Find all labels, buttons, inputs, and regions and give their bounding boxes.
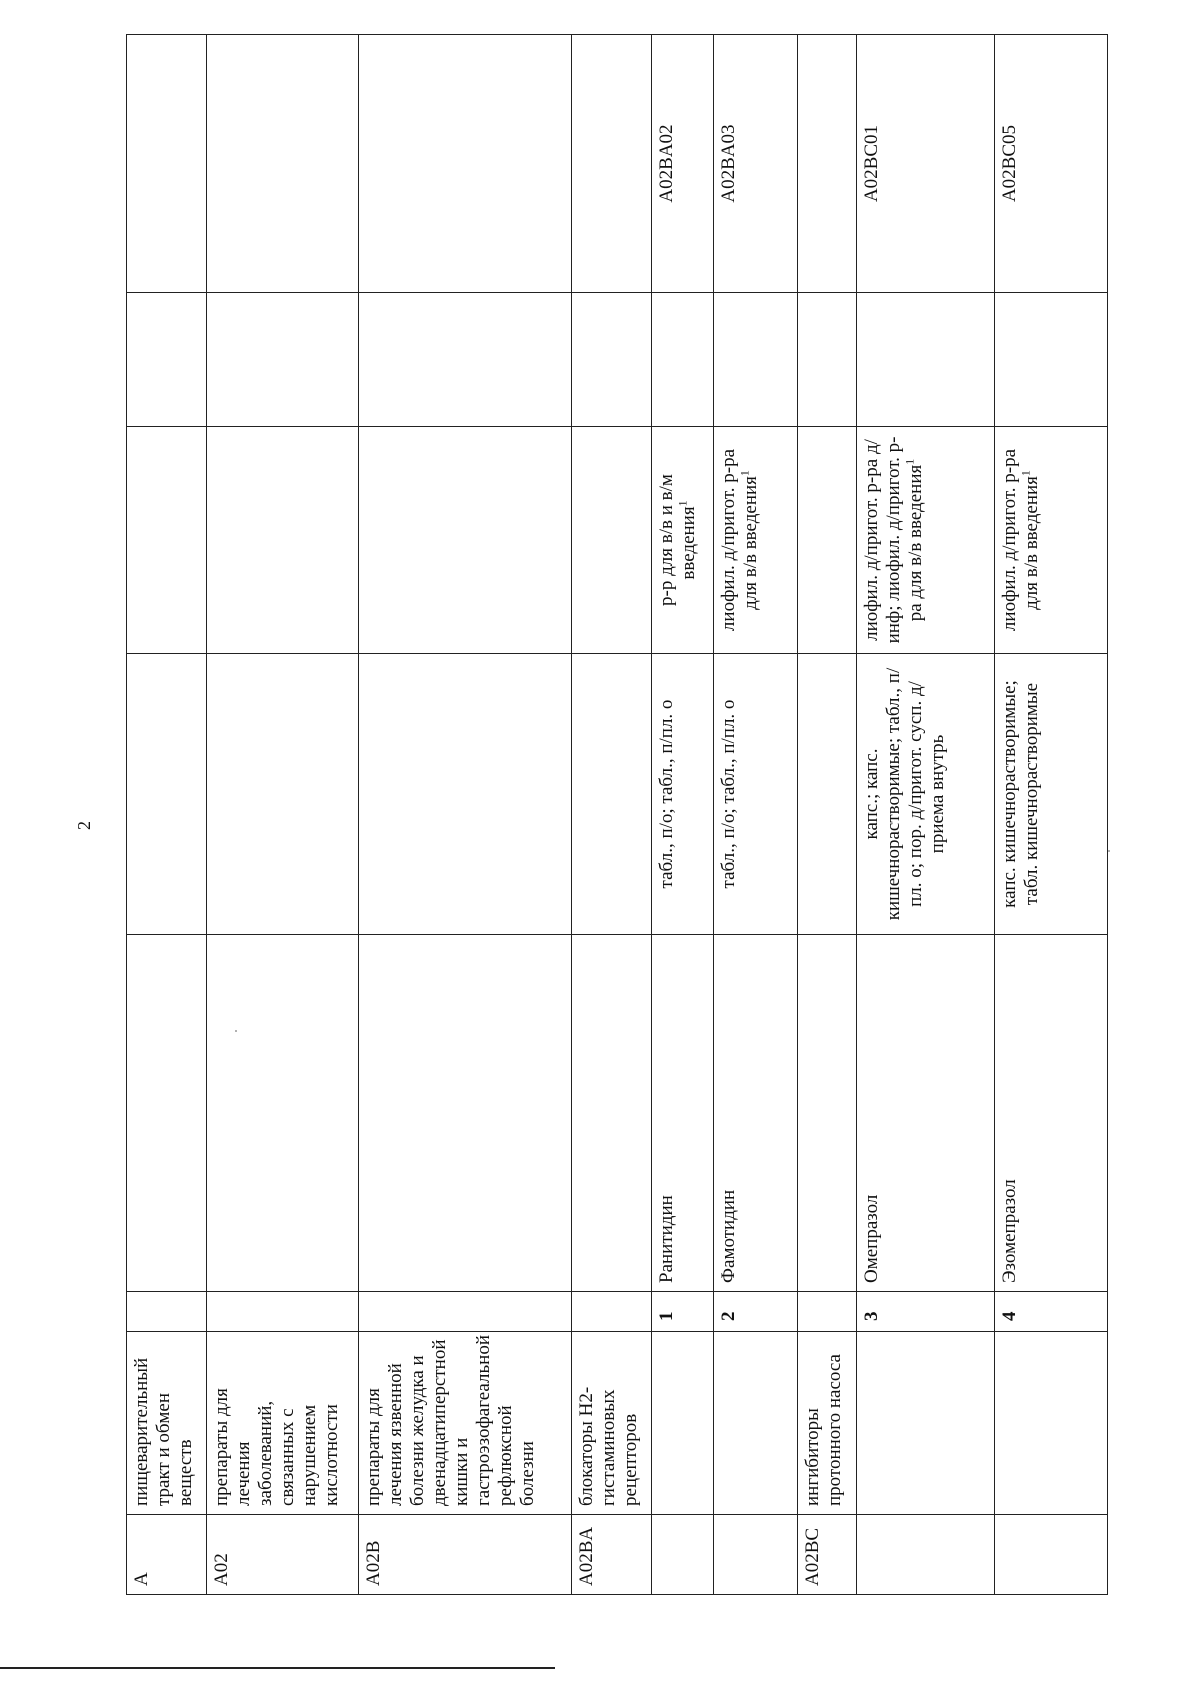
atc-code-cell (995, 1515, 1108, 1595)
parenteral-forms-text: лиофил. д/пригот. р-ра д/инф; лиофил. д/пригот. р-ра для в/в введения (861, 436, 927, 644)
group-name-cell (127, 1332, 207, 1515)
parenteral-forms-cell (127, 427, 207, 654)
group-name-cell (857, 1332, 995, 1515)
group-name-text: ингибиторы протонного насоса (802, 1354, 846, 1506)
row-number-cell (127, 1292, 207, 1332)
drug-name-cell (127, 935, 207, 1292)
group-name-cell (207, 1332, 358, 1515)
row-number-text: 1 (656, 1311, 678, 1321)
row-number-text: 2 (718, 1311, 740, 1321)
row-number-text: 4 (999, 1311, 1021, 1321)
drug-code-cell (358, 35, 571, 293)
other-forms-cell (207, 293, 358, 427)
drug-code-cell (995, 35, 1108, 293)
footnote-marker: 1 (1019, 470, 1034, 477)
group-name-cell (995, 1332, 1108, 1515)
drug-code-text: A02BC05 (999, 124, 1021, 203)
drug-name-text: Омепразол (861, 1194, 883, 1283)
row-number-cell (798, 1292, 857, 1332)
group-name-cell (652, 1332, 714, 1515)
other-forms-cell (358, 293, 571, 427)
oral-forms-cell (358, 654, 571, 935)
oral-forms-cell (857, 654, 995, 935)
group-name-text: препараты для лечения заболеваний, связанных с нарушением кислотности (211, 1388, 343, 1506)
oral-forms-text: табл., п/о; табл., п/пл. о (656, 699, 678, 889)
drug-name-cell (714, 935, 798, 1292)
parenteral-forms-text: лиофил. д/пригот. р-ра для в/в введения (718, 448, 762, 632)
medication-table (126, 34, 1108, 1595)
bottom-rule (0, 1667, 555, 1669)
row-number-text: 3 (861, 1311, 883, 1321)
footnote-marker: 1 (738, 470, 753, 477)
drug-name-cell (571, 935, 651, 1292)
table-row (127, 35, 207, 1595)
medication-table-frame (126, 35, 1108, 1595)
oral-forms-cell (798, 654, 857, 935)
table-body (127, 35, 1108, 1595)
group-name-text: блокаторы Н2-гистаминовых рецепторов (575, 1386, 641, 1506)
parenteral-forms-text: р-р для в/в и в/м введения (656, 474, 700, 606)
table-row (652, 35, 714, 1595)
drug-name-text: Ранитидин (656, 1195, 678, 1283)
table-row (358, 35, 571, 1595)
atc-code-cell (652, 1515, 714, 1595)
oral-forms-cell (571, 654, 651, 935)
drug-name-cell (857, 935, 995, 1292)
other-forms-cell (995, 293, 1108, 427)
group-name-cell (798, 1332, 857, 1515)
drug-name-text: Эзомепразол (999, 1179, 1021, 1283)
other-forms-cell (571, 293, 651, 427)
scan-speck (1108, 850, 1110, 852)
other-forms-cell (714, 293, 798, 427)
oral-forms-cell (714, 654, 798, 935)
table-row (714, 35, 798, 1595)
other-forms-cell (857, 293, 995, 427)
atc-code-cell (798, 1515, 857, 1595)
oral-forms-text: капс. кишечнорастворимые; табл. кишечнорастворимые (999, 680, 1043, 908)
drug-code-cell (714, 35, 798, 293)
parenteral-forms-cell (207, 427, 358, 654)
row-number-cell (207, 1292, 358, 1332)
drug-name-cell (358, 935, 571, 1292)
drug-code-cell (571, 35, 651, 293)
atc-code-cell (857, 1515, 995, 1595)
other-forms-cell (127, 293, 207, 427)
parenteral-forms-cell (358, 427, 571, 654)
group-name-cell (358, 1332, 571, 1515)
drug-code-cell (798, 35, 857, 293)
drug-code-text: A02BA02 (656, 124, 678, 203)
table-row (571, 35, 651, 1595)
group-name-text: пищеварительный тракт и обмен веществ (131, 1357, 196, 1506)
atc-code-text: A02 (211, 1553, 233, 1586)
other-forms-cell (652, 293, 714, 427)
atc-code-text: A (131, 1572, 152, 1586)
drug-code-cell (127, 35, 207, 293)
row-number-cell (714, 1292, 798, 1332)
row-number-cell (652, 1292, 714, 1332)
table-row (995, 35, 1108, 1595)
row-number-cell (995, 1292, 1108, 1332)
oral-forms-cell (995, 654, 1108, 935)
drug-code-cell (857, 35, 995, 293)
drug-code-cell (207, 35, 358, 293)
drug-name-text: Фамотидин (718, 1189, 740, 1283)
oral-forms-cell (652, 654, 714, 935)
group-name-cell (571, 1332, 651, 1515)
other-forms-cell (798, 293, 857, 427)
parenteral-forms-text: лиофил. д/пригот. р-ра для в/в введения (999, 448, 1043, 632)
drug-name-cell (995, 935, 1108, 1292)
group-name-cell (714, 1332, 798, 1515)
table-row (207, 35, 358, 1595)
scan-speck (235, 1030, 237, 1032)
atc-code-cell (358, 1515, 571, 1595)
footnote-marker: 1 (675, 500, 690, 507)
oral-forms-cell (207, 654, 358, 935)
table-row (857, 35, 995, 1595)
parenteral-forms-cell (652, 427, 714, 654)
drug-name-cell (798, 935, 857, 1292)
atc-code-cell (571, 1515, 651, 1595)
table-row (798, 35, 857, 1595)
atc-code-text: A02BA (575, 1526, 597, 1586)
drug-code-text: A02BC01 (861, 124, 883, 203)
footnote-marker: 1 (902, 458, 917, 465)
row-number-cell (358, 1292, 571, 1332)
page-number: 2 (74, 821, 94, 830)
oral-forms-text: табл., п/о; табл., п/пл. о (718, 699, 740, 889)
drug-name-cell (652, 935, 714, 1292)
atc-code-text: A02BC (802, 1527, 824, 1586)
parenteral-forms-cell (571, 427, 651, 654)
atc-code-cell (127, 1515, 207, 1595)
atc-code-cell (207, 1515, 358, 1595)
oral-forms-cell (127, 654, 207, 935)
parenteral-forms-cell (857, 427, 995, 654)
drug-code-cell (652, 35, 714, 293)
parenteral-forms-cell (714, 427, 798, 654)
atc-code-cell (714, 1515, 798, 1595)
drug-code-text: A02BA03 (718, 124, 740, 203)
atc-code-text: A02B (362, 1540, 384, 1586)
medication-table-rotated (126, 35, 1108, 1595)
parenteral-forms-cell (995, 427, 1108, 654)
oral-forms-text: капс.; капс. кишечнорастворимые; табл., п/пл. о; пор. д/пригот. сусп. д/приема внутрь (861, 667, 949, 921)
drug-name-cell (207, 935, 358, 1292)
group-name-text: препараты для лечения язвенной болезни желудка и двенадцатиперстной кишки и гастроэзофагеальной рефлюксной болезни (362, 1334, 538, 1506)
parenteral-forms-cell (798, 427, 857, 654)
row-number-cell (857, 1292, 995, 1332)
row-number-cell (571, 1292, 651, 1332)
